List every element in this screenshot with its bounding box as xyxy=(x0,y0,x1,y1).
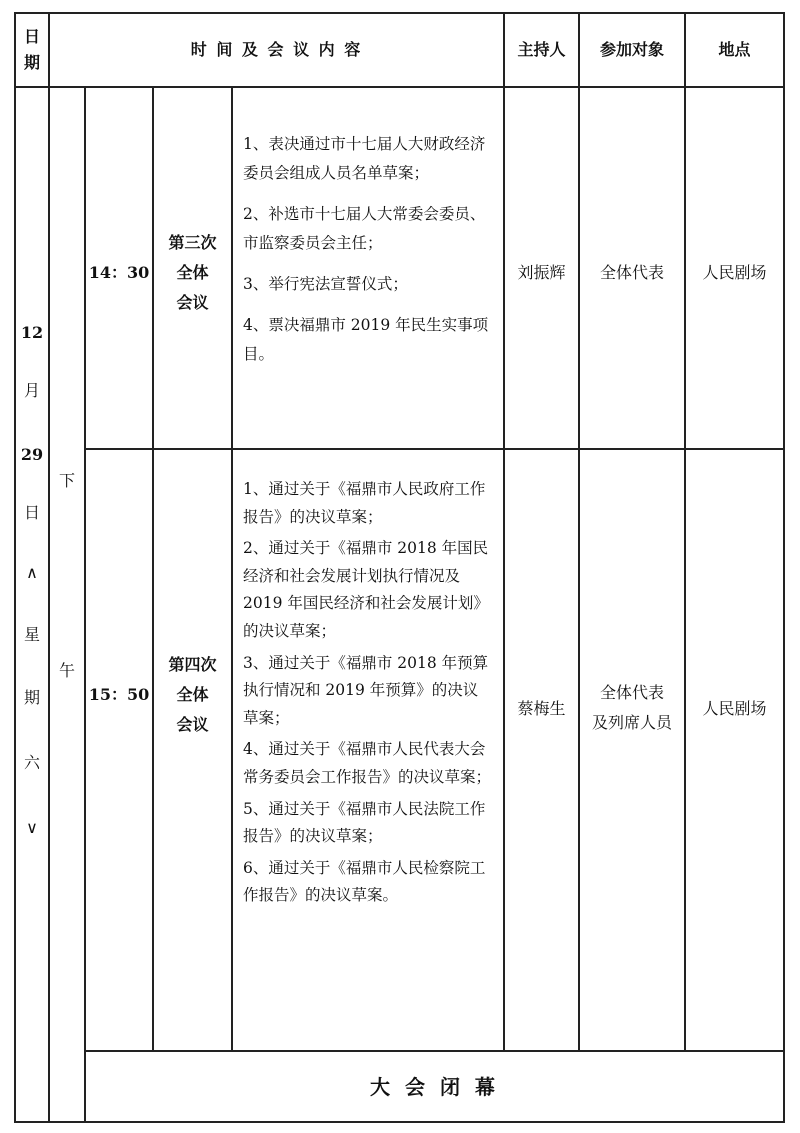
session-1-time: 14：30 xyxy=(88,263,150,282)
session-2-host: 蔡梅生 xyxy=(517,699,566,718)
agenda-item: 3、举行宪法宣誓仪式； xyxy=(243,275,408,293)
session-2-title-line: 第四次 xyxy=(168,655,217,674)
date-char: 期 xyxy=(23,688,40,707)
session-1-title-line: 会议 xyxy=(176,293,209,312)
agenda-item: 1、通过关于《福鼎市人民政府工作报告》的决议草案； xyxy=(243,480,486,526)
session-1-title-line: 第三次 xyxy=(168,233,217,252)
closing-banner: 大 会 闭 幕 xyxy=(370,1074,499,1099)
session-2-title-line: 全体 xyxy=(176,685,209,704)
date-char: ∨ xyxy=(26,818,38,837)
date-char: 29 xyxy=(20,445,44,464)
session-1-agenda xyxy=(243,130,493,369)
agenda-item: 2、补选市十七届人大常委会委员、市监察委员会主任； xyxy=(243,205,486,252)
session-2-agenda xyxy=(243,476,493,910)
agenda-item: 1、表决通过市十七届人大财政经济委员会组成人员名单草案； xyxy=(243,135,486,182)
session-1-title-line: 全体 xyxy=(176,263,209,282)
session-1-attendees: 全体代表 xyxy=(599,263,664,282)
session-2-title xyxy=(154,650,231,740)
header-attendees: 参加对象 xyxy=(599,40,664,59)
date-char: 星 xyxy=(23,625,40,644)
session-2-location: 人民剧场 xyxy=(702,699,767,718)
session-1-host: 刘振辉 xyxy=(517,263,566,282)
date-char: 月 xyxy=(23,381,40,400)
agenda-item: 4、票决福鼎市 2019 年民生实事项目。 xyxy=(243,316,489,363)
agenda-item: 4、通过关于《福鼎市人民代表大会常务委员会工作报告》的决议草案； xyxy=(243,740,492,786)
period-char-afternoon-1: 下 xyxy=(58,471,75,490)
header-date-char-1: 日 xyxy=(23,27,40,46)
header-date xyxy=(16,14,48,86)
session-1-location: 人民剧场 xyxy=(702,263,767,282)
date-column xyxy=(16,318,48,858)
header-content: 时 间 及 会 议 内 容 xyxy=(190,40,363,59)
session-2-time: 15：50 xyxy=(88,685,150,704)
agenda-item: 6、通过关于《福鼎市人民检察院工作报告》的决议草案。 xyxy=(243,858,486,905)
date-char: 日 xyxy=(23,503,40,522)
date-char: 六 xyxy=(23,753,40,772)
session-1-title xyxy=(154,228,231,318)
session-2-title-line: 会议 xyxy=(176,715,209,734)
date-char: 12 xyxy=(20,323,44,342)
header-date-char-2: 期 xyxy=(23,53,40,72)
agenda-item: 3、通过关于《福鼎市 2018 年预算执行情况和 2019 年预算》的决议草案； xyxy=(243,653,489,727)
header-location: 地点 xyxy=(718,40,751,59)
period-char-afternoon-2: 午 xyxy=(58,661,75,680)
header-host: 主持人 xyxy=(517,40,566,59)
date-char: ∧ xyxy=(26,563,38,582)
agenda-item: 5、通过关于《福鼎市人民法院工作报告》的决议草案； xyxy=(243,799,486,846)
attendees-line: 全体代表 xyxy=(599,683,664,702)
session-2-attendees xyxy=(580,678,684,738)
agenda-item: 2、通过关于《福鼎市 2018 年国民经济和社会发展计划执行情况及 2019 年国民经济和社会发展计划》的决议草案； xyxy=(243,539,489,640)
attendees-line: 及列席人员 xyxy=(591,713,672,732)
